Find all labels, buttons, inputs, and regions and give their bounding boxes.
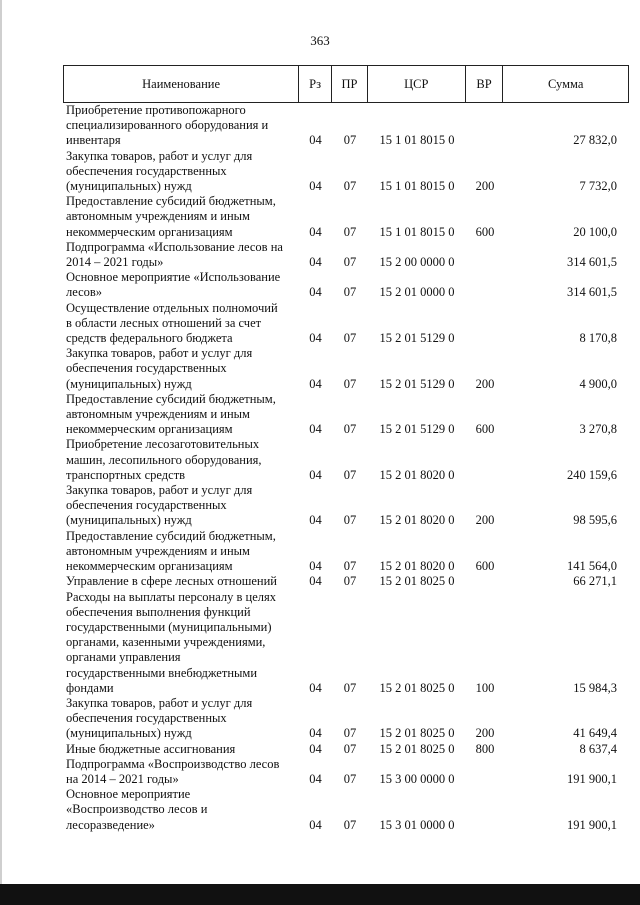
cell-csr: 15 2 01 8020 0 [379,467,455,482]
cell-csr: 15 2 01 5129 0 [379,331,455,346]
cell-pr: 07 [343,179,357,194]
cell-vr: 200 [475,376,495,391]
cell-sum: 7 732,0 [579,179,617,194]
scan-bottom-bar [0,884,640,905]
cell-csr: 15 3 00 0000 0 [379,771,455,786]
table-row [63,574,629,589]
cell-sum: 20 100,0 [573,224,617,239]
scan-edge [0,0,2,905]
cell-pr: 07 [343,817,357,832]
cell-name: Подпрограмма «Воспроизводство лесов на 2014 – 2021 годы» [66,756,280,786]
table-row [63,392,629,438]
cell-name: Закупка товаров, работ и услуг для обеспечения государственных (муниципальных) нужд [66,346,253,391]
cell-name: Предоставление субсидий бюджетным, автономным учреждениям и иным некоммерческим организациям [66,391,276,437]
table-row [63,590,629,696]
cell-sum: 3 270,8 [579,422,617,437]
table-header [63,65,629,103]
header-csr: ЦСР [368,66,466,102]
cell-name: Закупка товаров, работ и услуг для обеспечения государственных (муниципальных) нужд [66,695,253,741]
header-pr: ПР [332,66,368,102]
cell-vr: 200 [475,513,495,528]
cell-vr: 800 [475,741,495,756]
cell-pr: 07 [343,680,357,695]
table-row [63,103,629,149]
cell-sum: 240 159,6 [567,467,617,482]
cell-csr: 15 1 01 8015 0 [379,133,455,148]
cell-csr: 15 1 01 8015 0 [379,224,455,239]
cell-csr: 15 2 01 8025 0 [379,726,455,741]
cell-rz: 04 [309,559,322,574]
cell-sum: 15 984,3 [573,680,617,695]
cell-rz: 04 [309,817,322,832]
cell-pr: 07 [343,422,357,437]
cell-vr: 600 [475,559,495,574]
cell-name: Иные бюджетные ассигнования [66,741,236,756]
cell-name: Предоставление субсидий бюджетным, автономным учреждениям и иным некоммерческим организациям [66,194,276,239]
cell-rz: 04 [309,680,322,695]
table-row [63,149,629,195]
cell-csr: 15 2 01 8025 0 [379,680,455,695]
cell-vr: 600 [475,224,495,239]
cell-csr: 15 2 01 8025 0 [379,574,455,589]
cell-rz: 04 [309,771,322,786]
cell-rz: 04 [309,574,322,589]
cell-rz: 04 [309,224,322,239]
cell-rz: 04 [309,133,322,148]
table-row [63,483,629,529]
table-row [63,757,629,787]
cell-csr: 15 2 01 8020 0 [379,513,455,528]
cell-name: Подпрограмма «Использование лесов на 2014 – 2021 годы» [66,239,283,270]
cell-vr: 100 [475,680,495,695]
cell-rz: 04 [309,741,322,756]
cell-sum: 141 564,0 [567,559,617,574]
cell-pr: 07 [343,255,357,270]
cell-rz: 04 [309,422,322,437]
cell-sum: 41 649,4 [573,726,617,741]
cell-rz: 04 [309,285,322,300]
cell-csr: 15 2 01 5129 0 [379,422,455,437]
budget-table [63,65,629,833]
cell-sum: 27 832,0 [573,133,617,148]
table-row [63,437,629,483]
cell-sum: 191 900,1 [567,817,617,832]
cell-pr: 07 [343,513,357,528]
table-row [63,270,629,300]
cell-sum: 4 900,0 [579,376,617,391]
cell-pr: 07 [343,726,357,741]
table-row [63,346,629,392]
cell-pr: 07 [343,771,357,786]
cell-csr: 15 1 01 8015 0 [379,179,455,194]
cell-sum: 314 601,5 [567,255,617,270]
cell-vr: 200 [475,726,495,741]
cell-name: Приобретение противопожарного специализированного оборудования и инвентаря [66,103,269,148]
table-row [63,240,629,270]
cell-pr: 07 [343,285,357,300]
cell-rz: 04 [309,376,322,391]
cell-rz: 04 [309,467,322,482]
cell-sum: 314 601,5 [567,285,617,300]
cell-pr: 07 [343,559,357,574]
header-vr: ВР [466,66,504,102]
cell-sum: 8 170,8 [579,331,617,346]
cell-pr: 07 [343,376,357,391]
cell-csr: 15 3 01 0000 0 [379,817,455,832]
table-row [63,696,629,742]
cell-rz: 04 [309,726,322,741]
header-name: Наименование [64,66,299,102]
cell-sum: 66 271,1 [573,574,617,589]
cell-name: Основное мероприятие «Воспроизводство лесов и лесоразведение» [66,787,208,832]
cell-name: Приобретение лесозаготовительных машин, лесопильного оборудования, транспортных средств [66,437,262,482]
table-row [63,194,629,240]
cell-csr: 15 2 01 0000 0 [379,285,455,300]
cell-name: Расходы на выплаты персоналу в целях обеспечения выполнения функций государственными (муниципальными) органами, казенными учреждениями, органами управления государственными внебюджетными фондами [66,589,276,695]
cell-pr: 07 [343,133,357,148]
cell-rz: 04 [309,179,322,194]
cell-name: Закупка товаров, работ и услуг для обеспечения государственных (муниципальных) нужд [66,148,253,194]
cell-rz: 04 [309,255,322,270]
cell-sum: 8 637,4 [579,741,617,756]
cell-name: Управление в сфере лесных отношений [66,574,277,589]
cell-pr: 07 [343,467,357,482]
cell-pr: 07 [343,574,357,589]
header-rz: Рз [299,66,332,102]
cell-csr: 15 2 01 8025 0 [379,741,455,756]
cell-sum: 98 595,6 [573,513,617,528]
page-number: 363 [310,33,330,48]
table-row [63,301,629,347]
table-row [63,742,629,757]
cell-vr: 600 [475,422,495,437]
cell-name: Предоставление субсидий бюджетным, автономным учреждениям и иным некоммерческим организациям [66,528,276,574]
cell-pr: 07 [343,331,357,346]
cell-pr: 07 [343,224,357,239]
cell-rz: 04 [309,513,322,528]
cell-csr: 15 2 00 0000 0 [379,255,455,270]
cell-name: Закупка товаров, работ и услуг для обеспечения государственных (муниципальных) нужд [66,483,253,528]
cell-rz: 04 [309,331,322,346]
table-row [63,529,629,575]
cell-csr: 15 2 01 8020 0 [379,559,455,574]
cell-csr: 15 2 01 5129 0 [379,376,455,391]
table-row [63,787,629,833]
header-sum: Сумма [548,76,584,91]
cell-name: Основное мероприятие «Использование лесов» [66,270,281,300]
cell-name: Осуществление отдельных полномочий в области лесных отношений за счет средств федерального бюджета [66,300,278,346]
cell-vr: 200 [475,179,495,194]
cell-pr: 07 [343,741,357,756]
cell-sum: 191 900,1 [567,771,617,786]
table-body [63,103,629,833]
